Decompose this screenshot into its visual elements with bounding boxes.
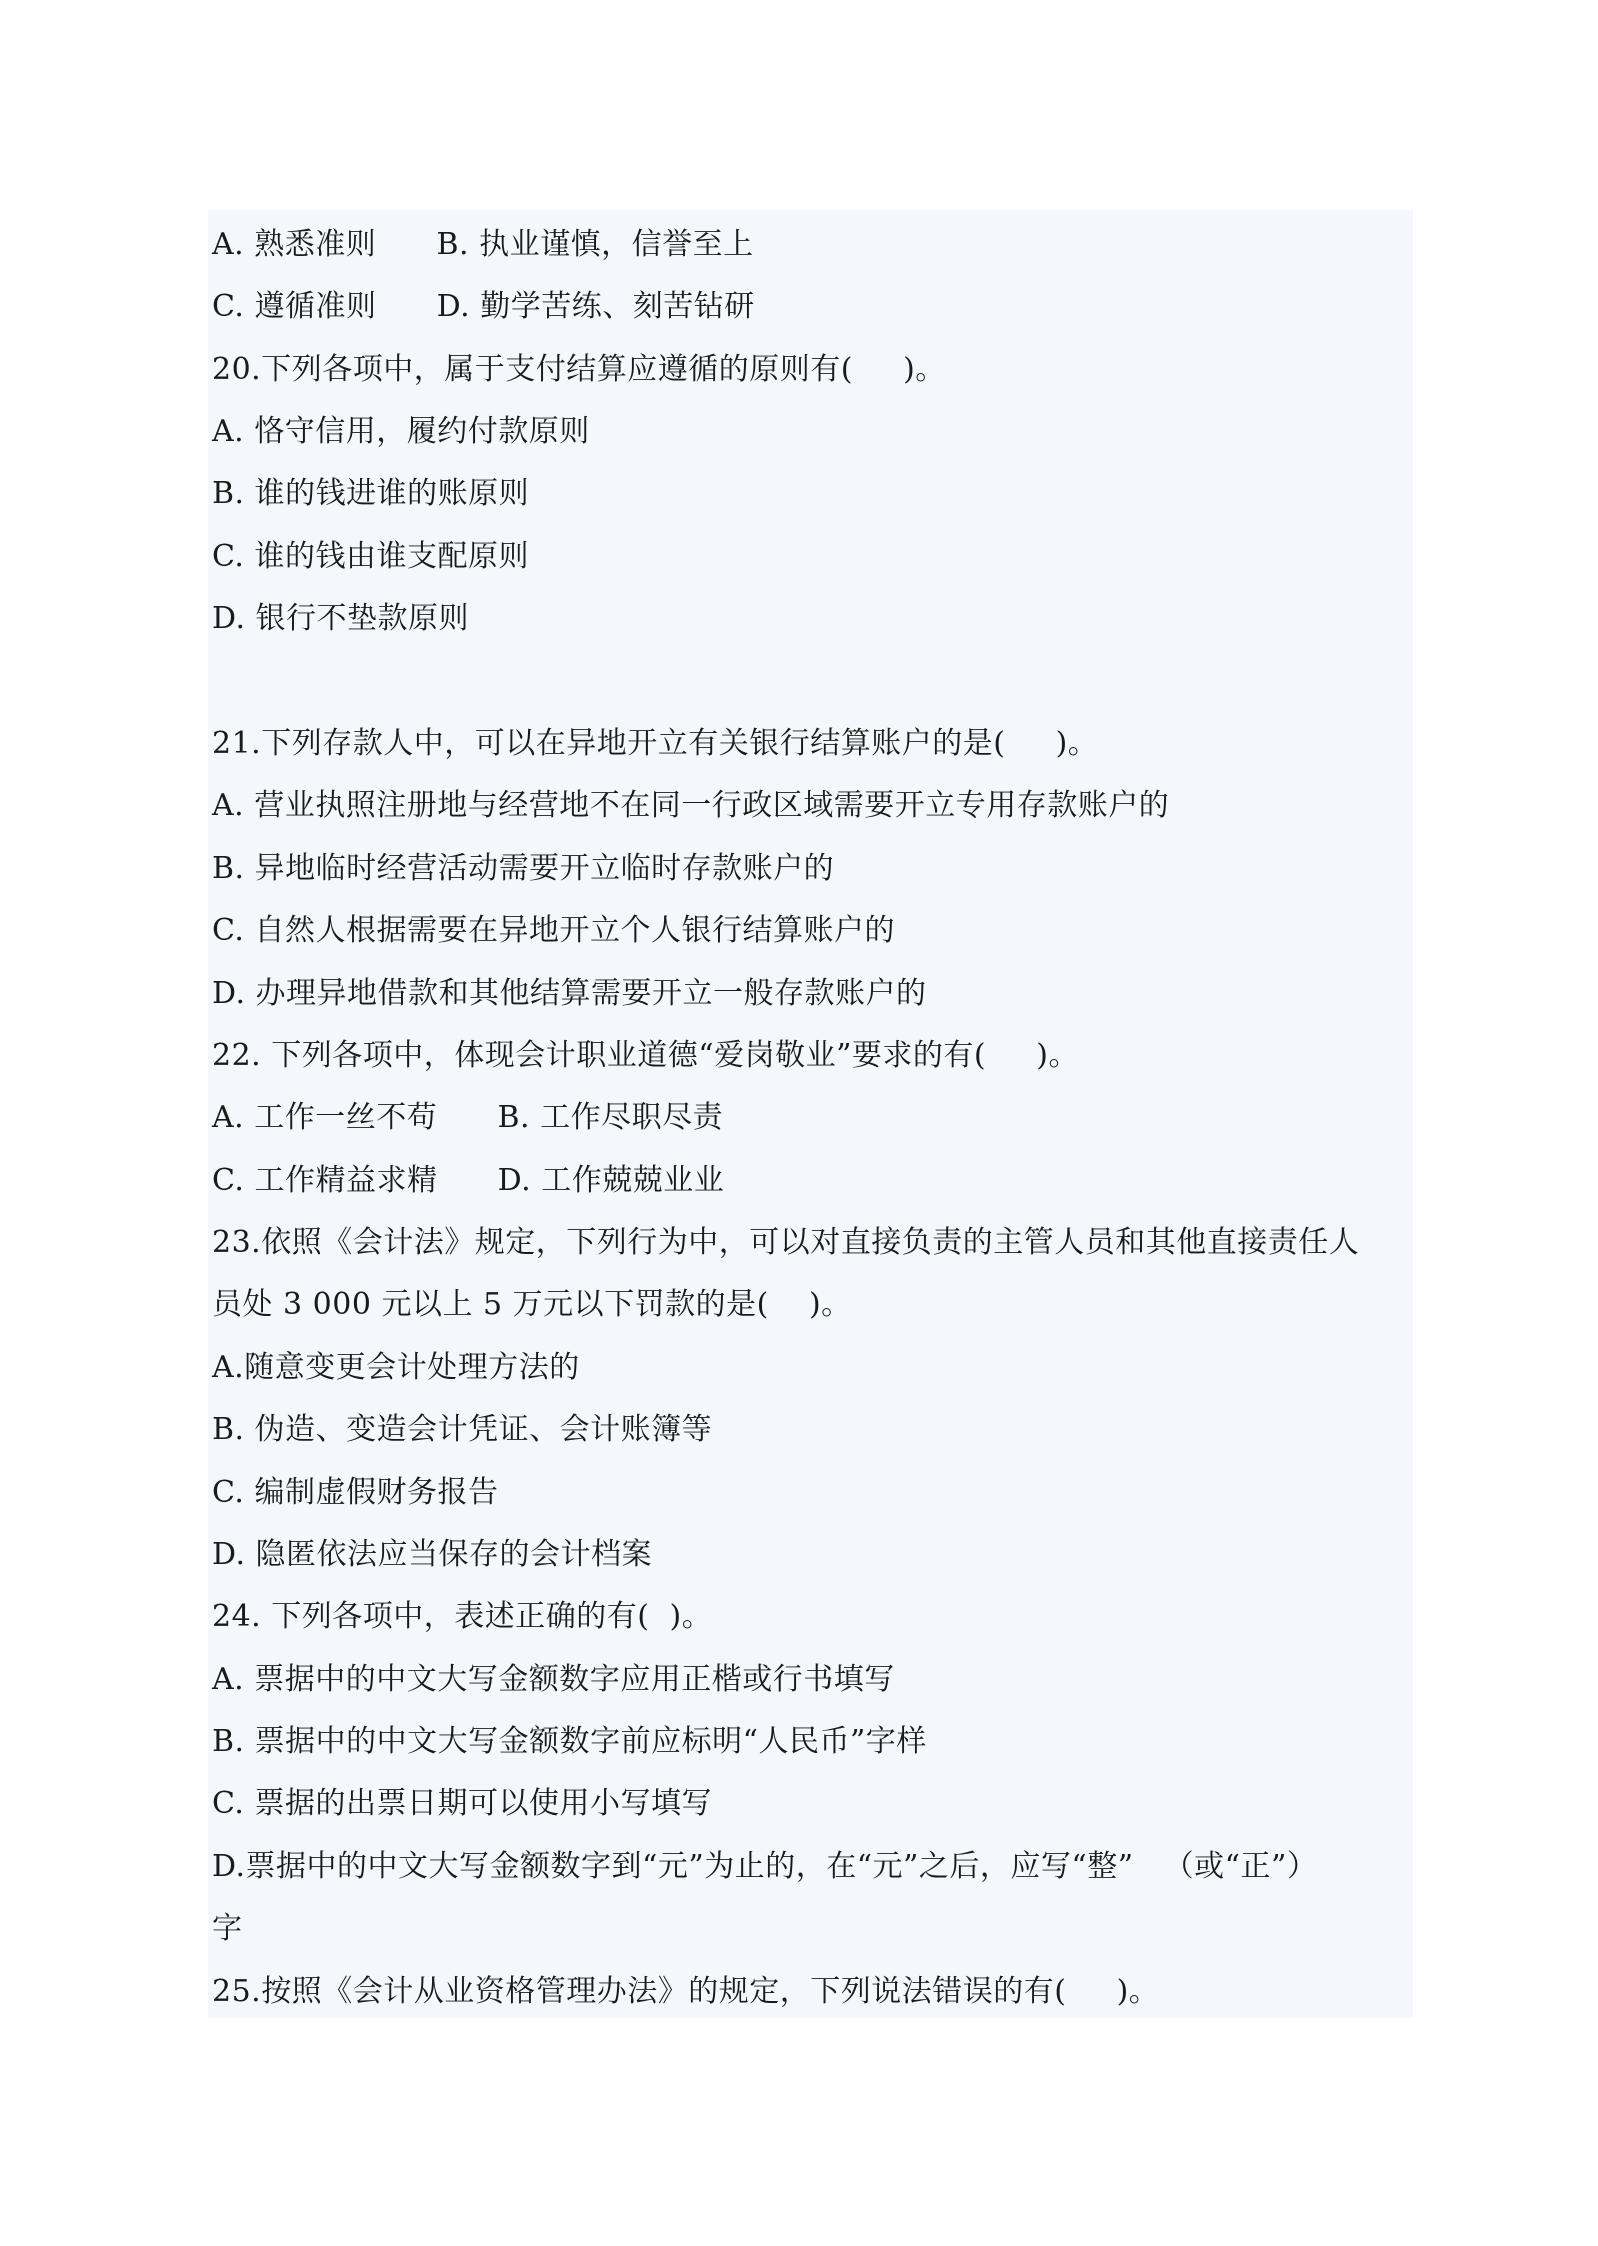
q23-question-line1: 23.依照《会计法》规定，下列行为中，可以对直接负责的主管人员和其他直接责任人 — [212, 1225, 1360, 1260]
q21-option-b: B. 异地临时经营活动需要开立临时存款账户的 — [212, 851, 835, 886]
q22-options-ab: A. 工作一丝不苟 B. 工作尽职尽责 — [212, 1100, 724, 1135]
q23-option-d: D. 隐匿依法应当保存的会计档案 — [212, 1537, 653, 1572]
q24-question: 24. 下列各项中，表述正确的有( )。 — [212, 1599, 713, 1634]
document-page — [208, 210, 1413, 2018]
q20-option-a: A. 恪守信用，履约付款原则 — [212, 414, 590, 449]
q19-options-cd: C. 遵循准则 D. 勤学苦练、刻苦钻研 — [212, 289, 755, 324]
q20-option-b: B. 谁的钱进谁的账原则 — [212, 476, 530, 511]
q22-options-cd: C. 工作精益求精 D. 工作兢兢业业 — [212, 1163, 725, 1198]
q20-option-d: D. 银行不垫款原则 — [212, 601, 470, 636]
q20-option-c: C. 谁的钱由谁支配原则 — [212, 539, 529, 574]
q23-option-c: C. 编制虚假财务报告 — [212, 1475, 499, 1510]
q21-option-d: D. 办理异地借款和其他结算需要开立一般存款账户的 — [212, 976, 927, 1011]
q21-question: 21.下列存款人中，可以在异地开立有关银行结算账户的是( )。 — [212, 726, 1099, 761]
q22-question: 22. 下列各项中，体现会计职业道德“爱岗敬业”要求的有( )。 — [212, 1038, 1080, 1073]
q24-option-b: B. 票据中的中文大写金额数字前应标明“人民币”字样 — [212, 1724, 927, 1759]
q24-option-a: A. 票据中的中文大写金额数字应用正楷或行书填写 — [212, 1662, 895, 1697]
q21-option-a: A. 营业执照注册地与经营地不在同一行政区域需要开立专用存款账户的 — [212, 788, 1170, 823]
q23-option-a: A.随意变更会计处理方法的 — [212, 1350, 580, 1385]
q25-question: 25.按照《会计从业资格管理办法》的规定，下列说法错误的有( )。 — [212, 1974, 1160, 2009]
q24-option-c: C. 票据的出票日期可以使用小写填写 — [212, 1786, 712, 1821]
q20-question: 20.下列各项中，属于支付结算应遵循的原则有( )。 — [212, 352, 946, 387]
q23-question-line2: 员处 3 000 元以上 5 万元以下罚款的是( )。 — [212, 1287, 852, 1322]
q24-option-d-line1: D.票据中的中文大写金额数字到“元”为止的，在“元”之后，应写“整” （或“正”） — [212, 1849, 1318, 1884]
q19-options-ab: A. 熟悉准则 B. 执业谨慎，信誉至上 — [212, 227, 754, 262]
q21-option-c: C. 自然人根据需要在异地开立个人银行结算账户的 — [212, 913, 895, 948]
q24-option-d-line2: 字 — [212, 1911, 243, 1946]
q23-option-b: B. 伪造、变造会计凭证、会计账簿等 — [212, 1412, 713, 1447]
